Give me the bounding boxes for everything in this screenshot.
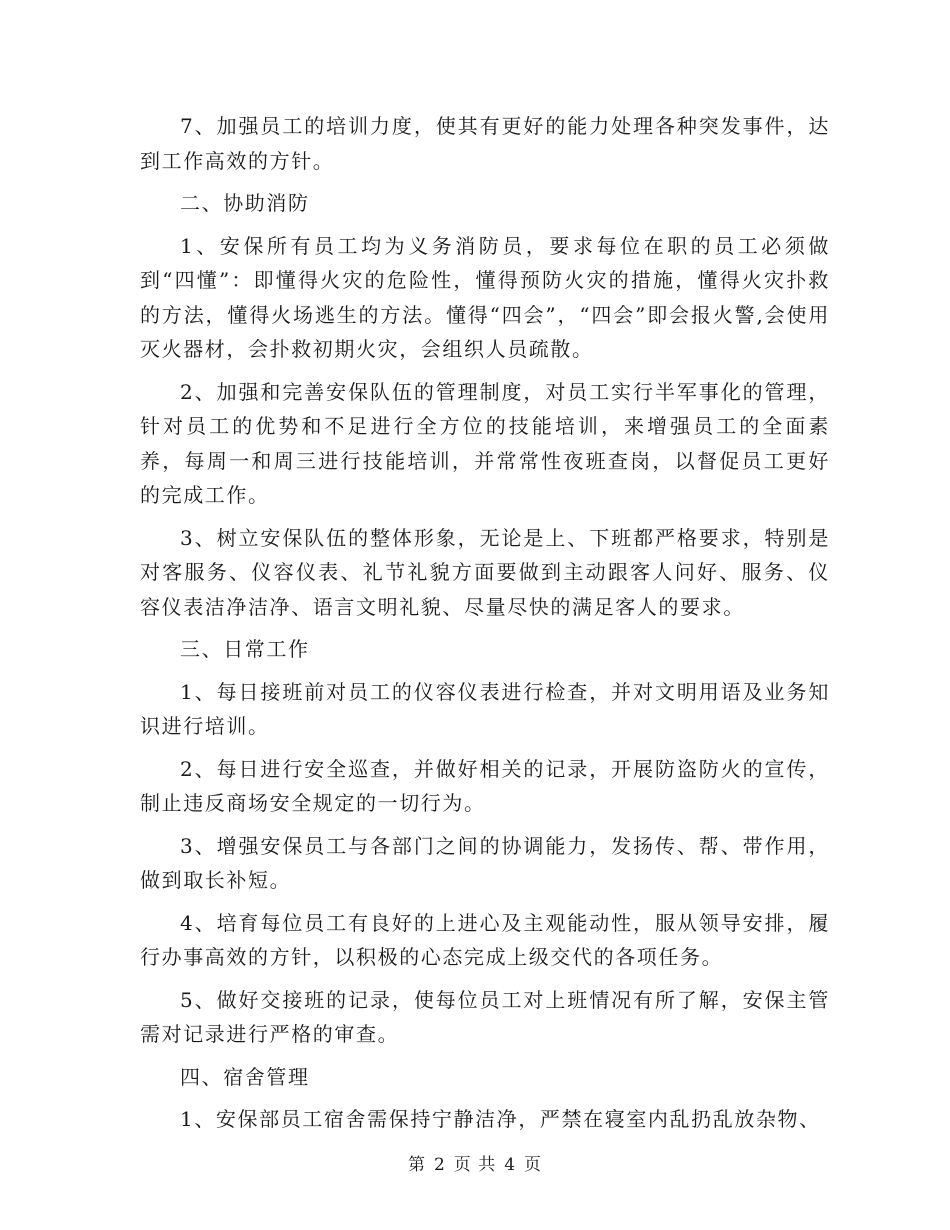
paragraph: 4、培育每位员工有良好的上进心及主观能动性，服从领导安排，履行办事高效的方针，以积极的心态完成上级交代的各项任务。 (140, 910, 830, 969)
paragraph: 1、安保所有员工均为义务消防员，要求每位在职的员工必须做到“四懂”：即懂得火灾的危险性，懂得预防火灾的措施，懂得火灾扑救的方法，懂得火场逃生的方法。懂得“四会”，“四会”即会报火警,会使用灭火器材，会扑救初期火灾，会组织人员疏散。 (140, 233, 830, 361)
paragraph: 2、每日进行安全巡查，并做好相关的记录，开展防盗防火的宣传，制止违反商场安全规定的一切行为。 (140, 756, 830, 815)
footer-suffix: 页 (524, 1155, 543, 1175)
section-heading: 三、日常工作 (180, 637, 310, 661)
footer-prefix: 第 (407, 1155, 426, 1175)
section-heading: 二、协助消防 (180, 191, 310, 215)
current-page-number: 2 (433, 1155, 446, 1175)
paragraph: 2、加强和完善安保队伍的管理制度，对员工实行半军事化的管理，针对员工的优势和不足进行全方位的技能培训，来增强员工的全面素养，每周一和周三进行技能培训，并常常性夜班查岗，以督促员工更好的完成工作。 (140, 379, 830, 507)
section-heading: 四、宿舍管理 (180, 1064, 310, 1089)
footer-middle: 页 共 (453, 1155, 497, 1175)
paragraph: 7、加强员工的培训力度，使其有更好的能力处理各种突发事件，达到工作高效的方针。 (140, 114, 830, 173)
total-pages-number: 4 (504, 1155, 517, 1175)
paragraph: 1、每日接班前对员工的仪容仪表进行检查，并对文明用语及业务知识进行培训。 (140, 679, 830, 738)
paragraph: 3、增强安保员工与各部门之间的协调能力，发扬传、帮、带作用，做到取长补短。 (140, 833, 830, 892)
document-body (140, 109, 830, 1145)
paragraph: 3、树立安保队伍的整体形象，无论是上、下班都严格要求，特别是对客服务、仪容仪表、礼节礼貌方面要做到主动跟客人问好、服务、仪容仪表洁净洁净、语言文明礼貌、尽量尽快的满足客人的要求。 (140, 525, 830, 619)
page-footer (0, 1150, 950, 1175)
paragraph: 5、做好交接班的记录，使每位员工对上班情况有所了解，安保主管需对记录进行严格的审查。 (140, 987, 830, 1046)
paragraph: 1、安保部员工宿舍需保持宁静洁净，严禁在寝室内乱扔乱放杂物、 (180, 1107, 821, 1131)
